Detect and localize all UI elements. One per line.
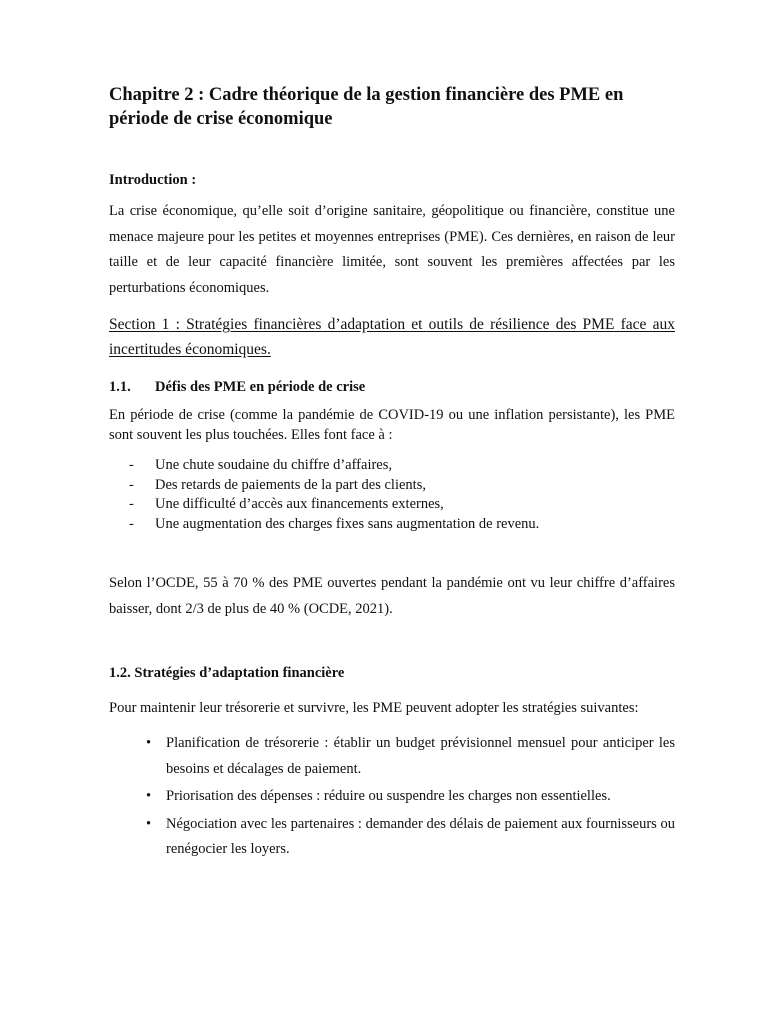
list-item: • Négociation avec les partenaires : demander des délais de paiement aux fournisseurs ou renégocier les loyers. bbox=[146, 812, 675, 863]
subsection-title: Défis des PME en période de crise bbox=[155, 379, 366, 395]
bullet-icon: • bbox=[146, 815, 152, 832]
subsection-number: 1.1. bbox=[109, 379, 131, 395]
dash-marker: - bbox=[129, 515, 134, 532]
dash-marker: - bbox=[129, 496, 134, 512]
strategies-list bbox=[146, 731, 675, 865]
list-item: • Planification de trésorerie : établir un budget prévisionnel mensuel pour anticiper les besoins et décalages de paiement. bbox=[146, 731, 675, 782]
introduction-heading: Introduction : bbox=[109, 172, 197, 188]
list-item: • Priorisation des dépenses : réduire ou suspendre les charges non essentielles. bbox=[146, 784, 675, 810]
subsection-1-2-heading: 1.2. Stratégies d’adaptation financière bbox=[109, 665, 345, 681]
ocde-paragraph: Selon l’OCDE, 55 à 70 % des PME ouvertes pendant la pandémie ont vu leur chiffre d’affaires baisser, dont 2/3 de plus de 40 % (OCDE, 2021). bbox=[109, 575, 675, 617]
section-1-heading: Section 1 : Stratégies financières d’adaptation et outils de résilience des PME face aux incertitudes économiques. bbox=[109, 316, 675, 358]
introduction-paragraph: La crise économique, qu’elle soit d’origine sanitaire, géopolitique ou financière, constitue une menace majeure pour les petites et moyennes entreprises (PME). Ces dernières, en raison de leur taille et de leur capacité financière limitée, sont souvent les premières affectées par les perturbations économiques. bbox=[109, 203, 675, 296]
dash-marker: - bbox=[129, 476, 134, 493]
dash-marker: - bbox=[129, 457, 134, 473]
list-item: - Une augmentation des charges fixes sans augmentation de revenu. bbox=[129, 515, 675, 535]
list-item: - Une difficulté d’accès aux financements externes, bbox=[129, 495, 675, 515]
chapter-title: Chapitre 2 : Cadre théorique de la gestion financière des PME en période de crise économique bbox=[109, 85, 624, 129]
bullet-icon: • bbox=[146, 735, 152, 751]
defis-paragraph: En période de crise (comme la pandémie de COVID-19 ou une inflation persistante), les PME sont souvent les plus touchées. Elles font face à : bbox=[109, 407, 675, 443]
subsection-1-1-heading bbox=[109, 377, 675, 397]
defis-list bbox=[129, 456, 675, 534]
strategies-intro: Pour maintenir leur trésorerie et survivre, les PME peuvent adopter les stratégies suivantes: bbox=[109, 700, 639, 716]
list-item: - Une chute soudaine du chiffre d’affaires, bbox=[129, 456, 675, 476]
bullet-icon: • bbox=[146, 788, 152, 804]
list-item: - Des retards de paiements de la part des clients, bbox=[129, 476, 675, 496]
